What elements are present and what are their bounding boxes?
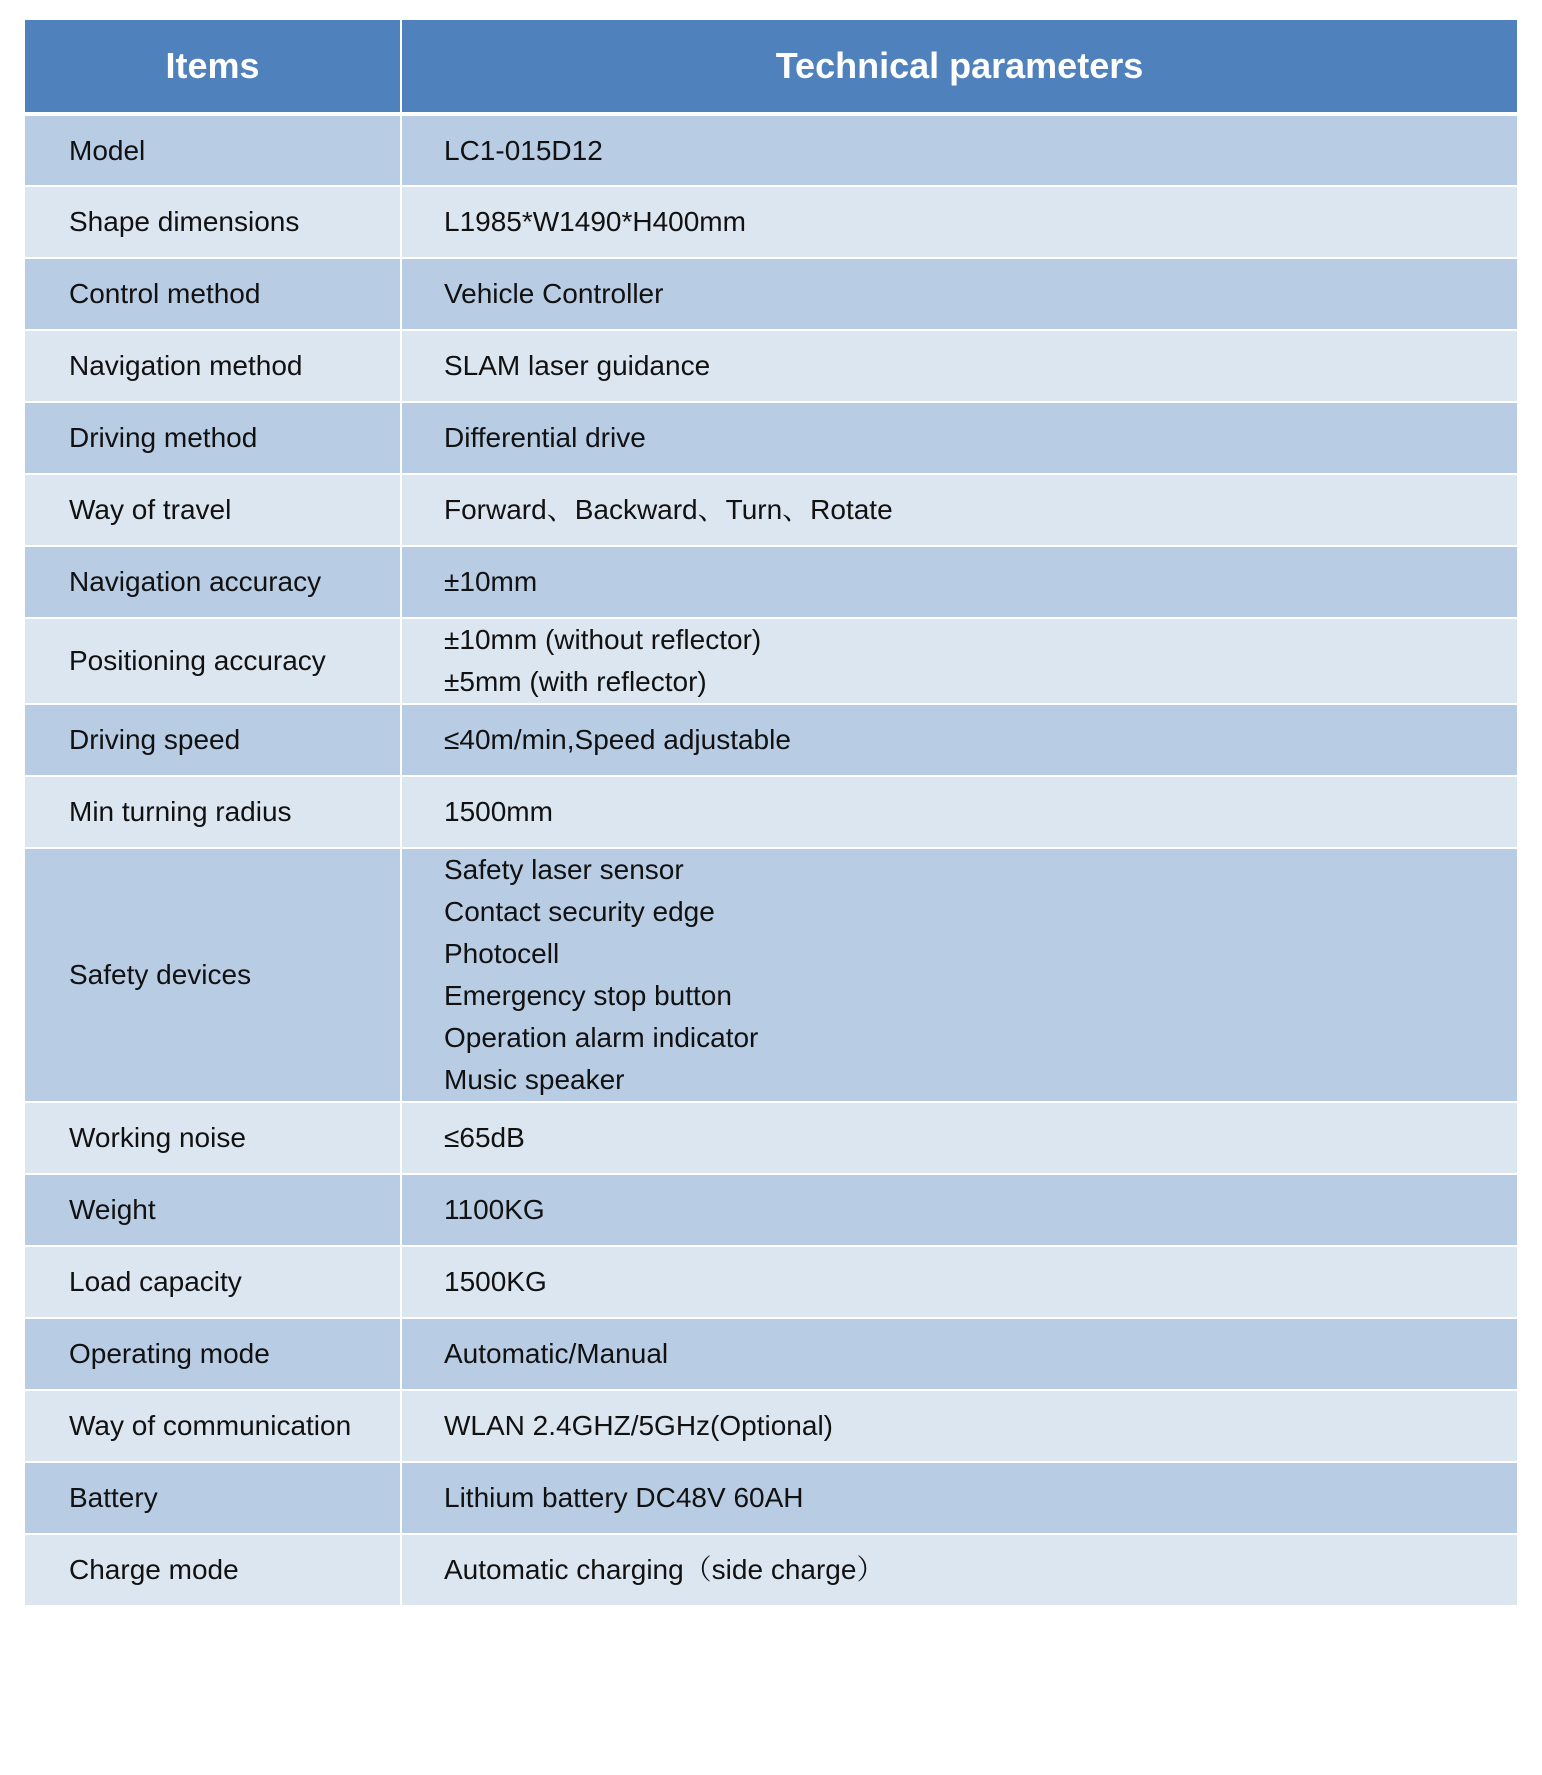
parameter-line: ≤65dB <box>444 1122 525 1153</box>
table-row <box>25 848 1517 1102</box>
row-item-label: Navigation method <box>25 330 401 402</box>
table-row <box>25 546 1517 618</box>
row-item-label: Charge mode <box>25 1534 401 1606</box>
row-parameter-value <box>401 474 1517 546</box>
table-row <box>25 704 1517 776</box>
table-row <box>25 114 1517 186</box>
row-item-label: Working noise <box>25 1102 401 1174</box>
row-item-label: Driving speed <box>25 704 401 776</box>
row-item-label: Shape dimensions <box>25 186 401 258</box>
table-row <box>25 776 1517 848</box>
parameter-line: Operation alarm indicator <box>444 1022 759 1053</box>
row-parameter-value <box>401 1318 1517 1390</box>
parameter-line: ±10mm (without reflector) <box>444 624 762 655</box>
parameter-line: Vehicle Controller <box>444 278 664 309</box>
row-parameter-value <box>401 402 1517 474</box>
table-row <box>25 330 1517 402</box>
table-row <box>25 474 1517 546</box>
row-parameter-value <box>401 776 1517 848</box>
row-item-label: Control method <box>25 258 401 330</box>
table-row <box>25 1174 1517 1246</box>
table-row <box>25 1102 1517 1174</box>
row-parameter-value <box>401 114 1517 186</box>
parameter-line: Forward、Backward、Turn、Rotate <box>444 494 893 525</box>
table-row <box>25 1246 1517 1318</box>
parameter-line: Emergency stop button <box>444 980 732 1011</box>
parameter-line: L1985*W1490*H400mm <box>444 206 746 237</box>
row-parameter-value <box>401 1102 1517 1174</box>
row-item-label: Way of travel <box>25 474 401 546</box>
row-parameter-value <box>401 330 1517 402</box>
row-item-label: Way of communication <box>25 1390 401 1462</box>
parameter-line: Contact security edge <box>444 896 715 927</box>
parameter-line: 1500KG <box>444 1266 547 1297</box>
row-item-label: Navigation accuracy <box>25 546 401 618</box>
row-parameter-value <box>401 258 1517 330</box>
row-parameter-value <box>401 1390 1517 1462</box>
parameter-line: 1100KG <box>444 1194 545 1225</box>
row-parameter-value <box>401 1174 1517 1246</box>
parameter-line: Automatic charging（side charge） <box>444 1554 885 1585</box>
row-item-label: Battery <box>25 1462 401 1534</box>
parameter-line: Safety laser sensor <box>444 854 684 885</box>
parameter-line: Lithium battery DC48V 60AH <box>444 1482 804 1513</box>
header-items: Items <box>25 20 401 114</box>
row-item-label: Positioning accuracy <box>25 618 401 704</box>
row-parameter-value <box>401 186 1517 258</box>
row-item-label: Driving method <box>25 402 401 474</box>
row-item-label: Min turning radius <box>25 776 401 848</box>
parameter-line: 1500mm <box>444 796 553 827</box>
row-parameter-value <box>401 848 1517 1102</box>
row-item-label: Model <box>25 114 401 186</box>
row-item-label: Load capacity <box>25 1246 401 1318</box>
parameter-line: ≤40m/min,Speed adjustable <box>444 724 791 755</box>
row-item-label: Operating mode <box>25 1318 401 1390</box>
row-parameter-value <box>401 546 1517 618</box>
row-parameter-value <box>401 704 1517 776</box>
parameter-line: ±5mm (with reflector) <box>444 666 707 697</box>
parameter-line: SLAM laser guidance <box>444 350 711 381</box>
parameter-line: Music speaker <box>444 1064 625 1095</box>
parameter-line: Automatic/Manual <box>444 1338 669 1369</box>
table-row <box>25 402 1517 474</box>
header-technical-parameters: Technical parameters <box>401 20 1517 114</box>
row-item-label: Weight <box>25 1174 401 1246</box>
table-row <box>25 1534 1517 1606</box>
spec-table <box>25 20 1517 1607</box>
row-parameter-value <box>401 1534 1517 1606</box>
table-row <box>25 1390 1517 1462</box>
parameter-line: Photocell <box>444 938 560 969</box>
row-parameter-value <box>401 1462 1517 1534</box>
parameter-line: WLAN 2.4GHZ/5GHz(Optional) <box>444 1410 833 1441</box>
row-item-label: Safety devices <box>25 848 401 1102</box>
table-row <box>25 1318 1517 1390</box>
row-parameter-value <box>401 1246 1517 1318</box>
table-row <box>25 258 1517 330</box>
parameter-line: Differential drive <box>444 422 646 453</box>
table-row <box>25 186 1517 258</box>
table-row <box>25 618 1517 704</box>
header-row <box>25 20 1517 114</box>
spec-table-body <box>25 114 1517 1606</box>
row-parameter-value <box>401 618 1517 704</box>
parameter-line: ±10mm <box>444 566 538 597</box>
parameter-line: LC1-015D12 <box>444 134 603 166</box>
table-row <box>25 1462 1517 1534</box>
